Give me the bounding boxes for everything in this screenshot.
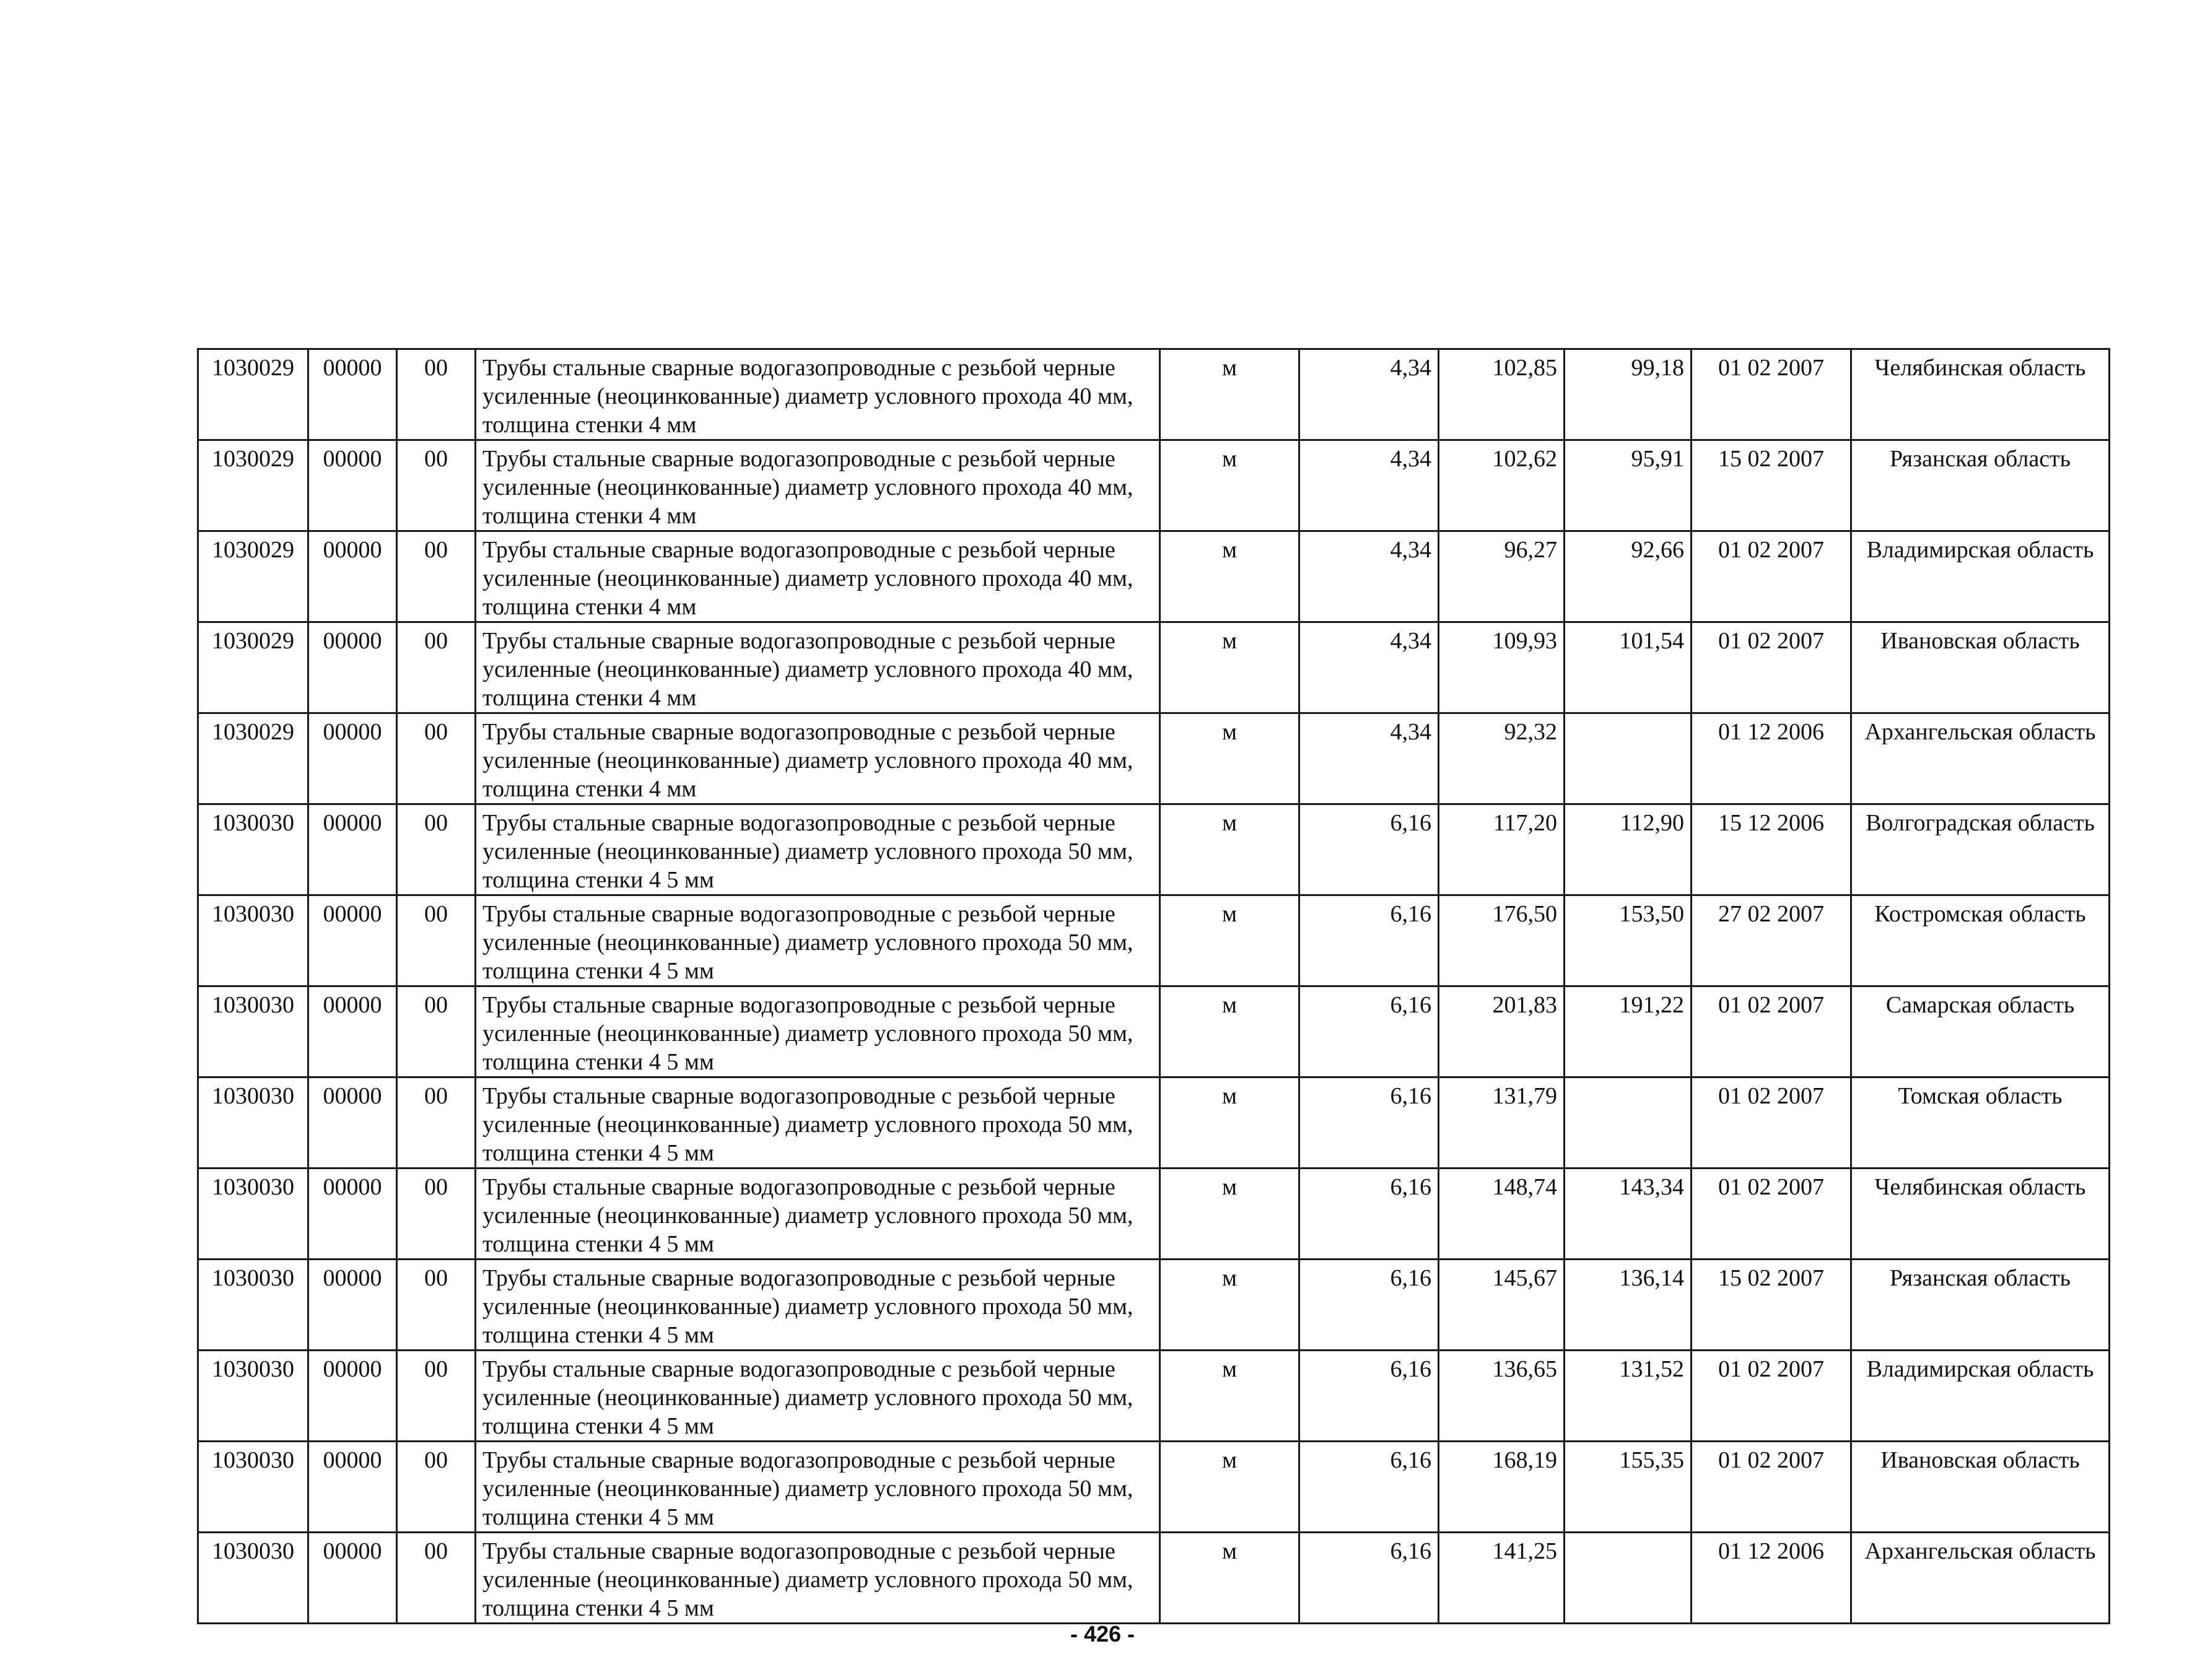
cell-date: 01 02 2007 bbox=[1692, 1442, 1851, 1533]
table-body bbox=[198, 349, 2110, 1624]
table-row bbox=[198, 986, 2110, 1077]
cell-region: Ивановская область bbox=[1851, 1442, 2110, 1533]
cell-number: 00 bbox=[397, 804, 476, 895]
cell-price-2 bbox=[1565, 1077, 1692, 1169]
cell-weight: 4,34 bbox=[1299, 531, 1439, 622]
cell-price-1: 141,25 bbox=[1439, 1533, 1565, 1624]
cell-subcode: 00000 bbox=[308, 895, 397, 986]
cell-weight: 6,16 bbox=[1299, 1351, 1439, 1442]
cell-date: 01 02 2007 bbox=[1692, 349, 1851, 440]
cell-price-1: 96,27 bbox=[1439, 531, 1565, 622]
cell-number: 00 bbox=[397, 531, 476, 622]
cell-price-2: 155,35 bbox=[1565, 1442, 1692, 1533]
cell-subcode: 00000 bbox=[308, 1169, 397, 1260]
page-number: - 426 - bbox=[1070, 1621, 1135, 1647]
cell-subcode: 00000 bbox=[308, 622, 397, 713]
cell-region: Челябинская область bbox=[1851, 1169, 2110, 1260]
price-table bbox=[197, 348, 2110, 1624]
cell-subcode: 00000 bbox=[308, 804, 397, 895]
cell-region: Челябинская область bbox=[1851, 349, 2110, 440]
cell-description: Трубы стальные сварные водогазопроводные с резьбой черные усиленные (неоцинкованные) диаметр условного прохода 50 мм, толщина стенки 4 5 мм bbox=[476, 1533, 1160, 1624]
cell-code: 1030029 bbox=[198, 622, 308, 713]
cell-code: 1030030 bbox=[198, 895, 308, 986]
table-row bbox=[198, 713, 2110, 804]
cell-subcode: 00000 bbox=[308, 1442, 397, 1533]
cell-date: 01 02 2007 bbox=[1692, 1351, 1851, 1442]
cell-number: 00 bbox=[397, 1260, 476, 1351]
cell-code: 1030030 bbox=[198, 1533, 308, 1624]
cell-price-2: 92,66 bbox=[1565, 531, 1692, 622]
cell-date: 01 02 2007 bbox=[1692, 622, 1851, 713]
cell-description: Трубы стальные сварные водогазопроводные с резьбой черные усиленные (неоцинкованные) диаметр условного прохода 50 мм, толщина стенки 4 5 мм bbox=[476, 1351, 1160, 1442]
cell-price-2: 136,14 bbox=[1565, 1260, 1692, 1351]
cell-region: Томская область bbox=[1851, 1077, 2110, 1169]
table-row bbox=[198, 1169, 2110, 1260]
cell-weight: 6,16 bbox=[1299, 1533, 1439, 1624]
cell-weight: 6,16 bbox=[1299, 1260, 1439, 1351]
cell-unit: м bbox=[1160, 440, 1299, 531]
cell-description: Трубы стальные сварные водогазопроводные с резьбой черные усиленные (неоцинкованные) диаметр условного прохода 40 мм, толщина стенки 4 мм bbox=[476, 531, 1160, 622]
cell-number: 00 bbox=[397, 986, 476, 1077]
cell-date: 01 02 2007 bbox=[1692, 1077, 1851, 1169]
cell-code: 1030030 bbox=[198, 1169, 308, 1260]
cell-description: Трубы стальные сварные водогазопроводные с резьбой черные усиленные (неоцинкованные) диаметр условного прохода 50 мм, толщина стенки 4 5 мм bbox=[476, 804, 1160, 895]
cell-region: Волгоградская область bbox=[1851, 804, 2110, 895]
cell-weight: 4,34 bbox=[1299, 349, 1439, 440]
cell-subcode: 00000 bbox=[308, 531, 397, 622]
cell-unit: м bbox=[1160, 895, 1299, 986]
cell-description: Трубы стальные сварные водогазопроводные с резьбой черные усиленные (неоцинкованные) диаметр условного прохода 50 мм, толщина стенки 4 5 мм bbox=[476, 1169, 1160, 1260]
cell-region: Ивановская область bbox=[1851, 622, 2110, 713]
cell-code: 1030030 bbox=[198, 1442, 308, 1533]
cell-description: Трубы стальные сварные водогазопроводные с резьбой черные усиленные (неоцинкованные) диаметр условного прохода 50 мм, толщина стенки 4 5 мм bbox=[476, 895, 1160, 986]
cell-date: 01 02 2007 bbox=[1692, 986, 1851, 1077]
cell-date: 01 12 2006 bbox=[1692, 1533, 1851, 1624]
cell-description: Трубы стальные сварные водогазопроводные с резьбой черные усиленные (неоцинкованные) диаметр условного прохода 40 мм, толщина стенки 4 мм bbox=[476, 349, 1160, 440]
cell-description: Трубы стальные сварные водогазопроводные с резьбой черные усиленные (неоцинкованные) диаметр условного прохода 50 мм, толщина стенки 4 5 мм bbox=[476, 986, 1160, 1077]
cell-code: 1030030 bbox=[198, 804, 308, 895]
cell-unit: м bbox=[1160, 986, 1299, 1077]
cell-subcode: 00000 bbox=[308, 440, 397, 531]
cell-unit: м bbox=[1160, 349, 1299, 440]
cell-number: 00 bbox=[397, 1442, 476, 1533]
table-row bbox=[198, 440, 2110, 531]
cell-price-1: 92,32 bbox=[1439, 713, 1565, 804]
cell-subcode: 00000 bbox=[308, 986, 397, 1077]
cell-number: 00 bbox=[397, 622, 476, 713]
table-row bbox=[198, 1533, 2110, 1624]
cell-description: Трубы стальные сварные водогазопроводные с резьбой черные усиленные (неоцинкованные) диаметр условного прохода 50 мм, толщина стенки 4 5 мм bbox=[476, 1442, 1160, 1533]
cell-description: Трубы стальные сварные водогазопроводные с резьбой черные усиленные (неоцинкованные) диаметр условного прохода 40 мм, толщина стенки 4 мм bbox=[476, 622, 1160, 713]
cell-number: 00 bbox=[397, 1533, 476, 1624]
cell-weight: 6,16 bbox=[1299, 1077, 1439, 1169]
cell-description: Трубы стальные сварные водогазопроводные с резьбой черные усиленные (неоцинкованные) диаметр условного прохода 40 мм, толщина стенки 4 мм bbox=[476, 440, 1160, 531]
cell-region: Рязанская область bbox=[1851, 440, 2110, 531]
table-row bbox=[198, 895, 2110, 986]
cell-weight: 6,16 bbox=[1299, 804, 1439, 895]
cell-price-2 bbox=[1565, 1533, 1692, 1624]
table-row bbox=[198, 804, 2110, 895]
cell-price-1: 102,62 bbox=[1439, 440, 1565, 531]
cell-date: 01 02 2007 bbox=[1692, 531, 1851, 622]
cell-code: 1030029 bbox=[198, 349, 308, 440]
cell-date: 01 12 2006 bbox=[1692, 713, 1851, 804]
cell-price-2: 112,90 bbox=[1565, 804, 1692, 895]
cell-description: Трубы стальные сварные водогазопроводные с резьбой черные усиленные (неоцинкованные) диаметр условного прохода 50 мм, толщина стенки 4 5 мм bbox=[476, 1077, 1160, 1169]
cell-number: 00 bbox=[397, 1169, 476, 1260]
cell-price-1: 109,93 bbox=[1439, 622, 1565, 713]
cell-weight: 4,34 bbox=[1299, 622, 1439, 713]
cell-code: 1030029 bbox=[198, 531, 308, 622]
cell-subcode: 00000 bbox=[308, 349, 397, 440]
cell-weight: 6,16 bbox=[1299, 986, 1439, 1077]
cell-date: 01 02 2007 bbox=[1692, 1169, 1851, 1260]
cell-weight: 4,34 bbox=[1299, 440, 1439, 531]
cell-number: 00 bbox=[397, 895, 476, 986]
cell-date: 27 02 2007 bbox=[1692, 895, 1851, 986]
cell-unit: м bbox=[1160, 1351, 1299, 1442]
cell-subcode: 00000 bbox=[308, 713, 397, 804]
cell-unit: м bbox=[1160, 531, 1299, 622]
cell-unit: м bbox=[1160, 1077, 1299, 1169]
cell-price-1: 176,50 bbox=[1439, 895, 1565, 986]
cell-date: 15 12 2006 bbox=[1692, 804, 1851, 895]
cell-description: Трубы стальные сварные водогазопроводные с резьбой черные усиленные (неоцинкованные) диаметр условного прохода 50 мм, толщина стенки 4 5 мм bbox=[476, 1260, 1160, 1351]
cell-region: Рязанская область bbox=[1851, 1260, 2110, 1351]
cell-region: Архангельская область bbox=[1851, 1533, 2110, 1624]
cell-price-2: 101,54 bbox=[1565, 622, 1692, 713]
cell-region: Архангельская область bbox=[1851, 713, 2110, 804]
cell-subcode: 00000 bbox=[308, 1077, 397, 1169]
cell-number: 00 bbox=[397, 440, 476, 531]
cell-region: Владимирская область bbox=[1851, 531, 2110, 622]
cell-price-2: 191,22 bbox=[1565, 986, 1692, 1077]
cell-subcode: 00000 bbox=[308, 1260, 397, 1351]
cell-price-1: 201,83 bbox=[1439, 986, 1565, 1077]
cell-subcode: 00000 bbox=[308, 1533, 397, 1624]
cell-unit: м bbox=[1160, 804, 1299, 895]
table-row bbox=[198, 1351, 2110, 1442]
cell-price-2: 153,50 bbox=[1565, 895, 1692, 986]
cell-price-1: 131,79 bbox=[1439, 1077, 1565, 1169]
cell-price-2: 99,18 bbox=[1565, 349, 1692, 440]
cell-price-2: 95,91 bbox=[1565, 440, 1692, 531]
cell-price-1: 117,20 bbox=[1439, 804, 1565, 895]
cell-code: 1030030 bbox=[198, 986, 308, 1077]
cell-price-1: 168,19 bbox=[1439, 1442, 1565, 1533]
cell-unit: м bbox=[1160, 1533, 1299, 1624]
table-row bbox=[198, 349, 2110, 440]
cell-description: Трубы стальные сварные водогазопроводные с резьбой черные усиленные (неоцинкованные) диаметр условного прохода 40 мм, толщина стенки 4 мм bbox=[476, 713, 1160, 804]
cell-number: 00 bbox=[397, 349, 476, 440]
cell-code: 1030030 bbox=[198, 1351, 308, 1442]
cell-weight: 6,16 bbox=[1299, 1169, 1439, 1260]
cell-weight: 6,16 bbox=[1299, 895, 1439, 986]
table-row bbox=[198, 1077, 2110, 1169]
cell-code: 1030029 bbox=[198, 713, 308, 804]
cell-price-2: 143,34 bbox=[1565, 1169, 1692, 1260]
cell-date: 15 02 2007 bbox=[1692, 1260, 1851, 1351]
cell-region: Костромская область bbox=[1851, 895, 2110, 986]
cell-region: Владимирская область bbox=[1851, 1351, 2110, 1442]
cell-date: 15 02 2007 bbox=[1692, 440, 1851, 531]
cell-unit: м bbox=[1160, 1260, 1299, 1351]
cell-number: 00 bbox=[397, 1077, 476, 1169]
cell-number: 00 bbox=[397, 1351, 476, 1442]
cell-price-2 bbox=[1565, 713, 1692, 804]
cell-number: 00 bbox=[397, 713, 476, 804]
table-row bbox=[198, 531, 2110, 622]
cell-code: 1030030 bbox=[198, 1077, 308, 1169]
cell-code: 1030029 bbox=[198, 440, 308, 531]
table-row bbox=[198, 1442, 2110, 1533]
cell-unit: м bbox=[1160, 713, 1299, 804]
cell-subcode: 00000 bbox=[308, 1351, 397, 1442]
cell-price-1: 136,65 bbox=[1439, 1351, 1565, 1442]
cell-price-1: 102,85 bbox=[1439, 349, 1565, 440]
cell-code: 1030030 bbox=[198, 1260, 308, 1351]
cell-weight: 4,34 bbox=[1299, 713, 1439, 804]
table-row bbox=[198, 622, 2110, 713]
table-row bbox=[198, 1260, 2110, 1351]
cell-price-2: 131,52 bbox=[1565, 1351, 1692, 1442]
cell-unit: м bbox=[1160, 1169, 1299, 1260]
cell-price-1: 145,67 bbox=[1439, 1260, 1565, 1351]
cell-unit: м bbox=[1160, 1442, 1299, 1533]
cell-price-1: 148,74 bbox=[1439, 1169, 1565, 1260]
cell-region: Самарская область bbox=[1851, 986, 2110, 1077]
cell-unit: м bbox=[1160, 622, 1299, 713]
cell-weight: 6,16 bbox=[1299, 1442, 1439, 1533]
